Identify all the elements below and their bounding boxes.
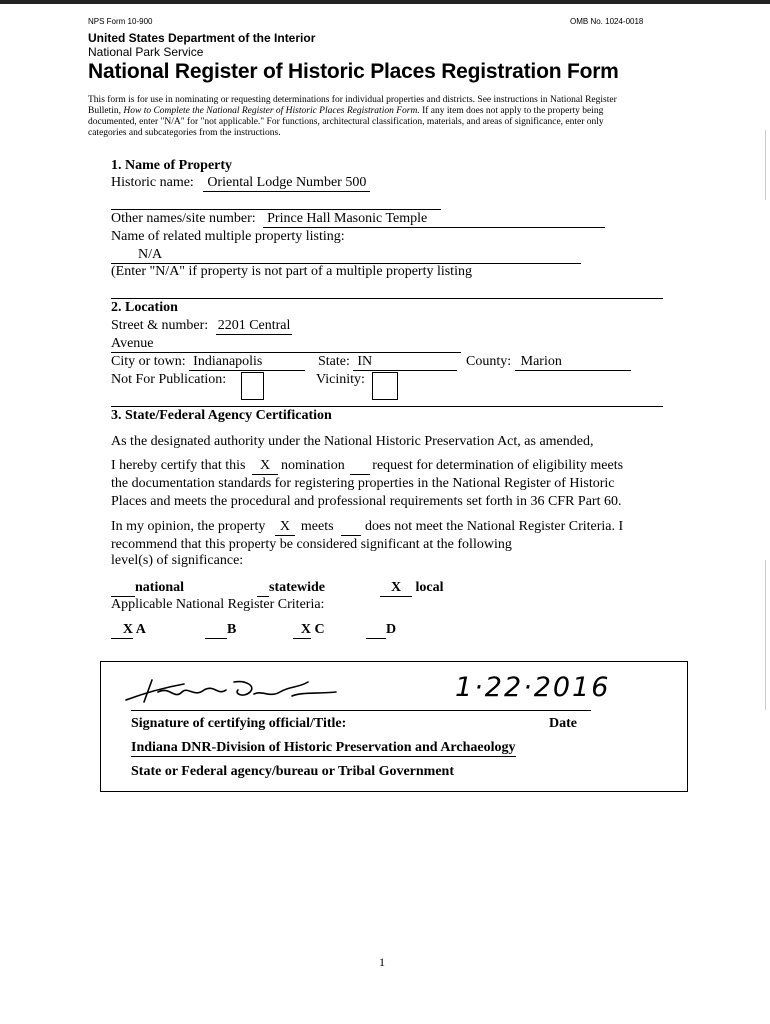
other-names-value: Prince Hall Masonic Temple: [263, 211, 605, 228]
form-number: NPS Form 10-900: [88, 17, 153, 26]
cert-line-1: As the designated authority under the National Historic Preservation Act, as amended,: [111, 434, 594, 449]
state-row: [318, 354, 457, 371]
cert-line-4: Places and meets the procedural and professional requirements set forth in 36 CFR Part 60.: [111, 494, 622, 509]
meets-mark: X: [275, 519, 295, 536]
local-label: local: [415, 580, 444, 595]
other-names-label: Other names/site number:: [111, 211, 256, 226]
handwritten-date: 1·22·2016: [455, 672, 611, 703]
county-label: County:: [466, 354, 512, 369]
criterion-b: [205, 622, 236, 639]
vicinity-checkbox[interactable]: [372, 372, 398, 400]
request-blank: [350, 458, 370, 475]
city-value: Indianapolis: [189, 354, 305, 371]
historic-name-row: [111, 175, 370, 192]
cert-line-2-end: request for determination of eligibility meets: [372, 458, 624, 473]
criterion-c-mark: X: [293, 622, 311, 639]
city-row: [111, 354, 305, 371]
scan-edge-mark: [765, 560, 766, 710]
county-value: Marion: [515, 354, 631, 371]
criterion-b-blank: [205, 622, 227, 639]
intro-paragraph: [88, 95, 678, 139]
date-label: Date: [549, 716, 577, 731]
nfp-label: Not For Publication:: [111, 372, 227, 387]
related-listing-value: N/A: [138, 247, 163, 262]
intro-bulletin-title: How to Complete the National Register of Historic Places Registration Form.: [123, 106, 420, 116]
scan-edge-mark: [765, 130, 766, 200]
vicinity-label: Vicinity:: [316, 372, 365, 387]
criterion-d-blank: [366, 622, 386, 639]
historic-name-label: Historic name:: [111, 175, 194, 190]
opinion-line-2: recommend that this property be considered significant at the following: [111, 537, 512, 552]
criterion-b-label: B: [227, 622, 237, 637]
omb-number: OMB No. 1024-0018: [570, 17, 644, 26]
intro-line-2: [88, 106, 678, 117]
meets-label: meets: [300, 519, 334, 534]
street-rule: [111, 352, 461, 353]
historic-name-rule: [111, 209, 441, 210]
level-local: [380, 580, 444, 597]
handwritten-signature: [122, 672, 342, 712]
opinion-line-1: [111, 519, 623, 536]
related-listing-label: Name of related multiple property listing:: [111, 229, 345, 244]
street-label: Street & number:: [111, 318, 209, 333]
criterion-a: [111, 622, 146, 639]
cert-line-2: [111, 458, 623, 475]
criterion-a-mark: X: [111, 622, 133, 639]
section-1-divider: [111, 298, 663, 299]
enter-na-note: (Enter "N/A" if property is not part of a multiple property listing: [111, 264, 472, 279]
section-1-heading: 1. Name of Property: [111, 158, 233, 173]
agency-name-text: Indiana DNR-Division of Historic Preservation and Archaeology: [131, 740, 516, 755]
nomination-label: nomination: [281, 458, 345, 473]
state-label: State:: [318, 354, 350, 369]
city-label: City or town:: [111, 354, 186, 369]
nomination-mark: X: [252, 458, 278, 475]
criterion-d: [366, 622, 396, 639]
statewide-label: statewide: [269, 580, 325, 595]
intro-line-2-start: Bulletin,: [88, 106, 121, 116]
level-statewide: [257, 580, 325, 597]
county-row: [466, 354, 631, 371]
agency-name: [131, 740, 516, 757]
page-number: 1: [379, 955, 385, 969]
signature-label: Signature of certifying official/Title:: [131, 716, 347, 731]
service-name: National Park Service: [88, 45, 204, 59]
historic-name-value: Oriental Lodge Number 500: [203, 175, 370, 192]
nfp-checkbox[interactable]: [241, 372, 264, 400]
intro-line-2-end: If any item does not apply to the property being: [422, 106, 604, 116]
section-2-divider: [111, 406, 663, 407]
intro-line-3: documented, enter "N/A" for "not applicable." For functions, architectural classification, materials, and areas of significance, enter only: [88, 117, 604, 127]
cert-line-3: the documentation standards for registering properties in the National Register of Historic: [111, 476, 615, 491]
page-title: National Register of Historic Places Registration Form: [88, 60, 619, 83]
local-mark: X: [380, 580, 412, 597]
section-3-heading: 3. State/Federal Agency Certification: [111, 408, 332, 423]
level-national: [111, 580, 184, 597]
cert-line-2-start: I hereby certify that this: [111, 458, 246, 473]
intro-line-1: This form is for use in nominating or requesting determinations for individual properties and districts. See instructions in National Register: [88, 95, 617, 105]
top-scan-edge: [0, 0, 770, 4]
signature-rule: [131, 710, 591, 711]
opinion-line-end: does not meet the National Register Criteria. I: [365, 519, 624, 534]
other-names-row: [111, 211, 605, 228]
criteria-label: Applicable National Register Criteria:: [111, 597, 325, 612]
street-value-continued: Avenue: [111, 336, 154, 351]
opinion-line-start: In my opinion, the property: [111, 519, 266, 534]
criterion-a-label: A: [135, 622, 146, 637]
street-value: 2201 Central: [217, 318, 291, 333]
criterion-c: [293, 622, 325, 639]
agency-label: State or Federal agency/bureau or Tribal Government: [131, 764, 455, 779]
state-value: IN: [353, 354, 457, 371]
intro-line-4: categories and subcategories from the instructions.: [88, 128, 281, 138]
national-blank: [111, 580, 135, 597]
criterion-c-label: C: [314, 622, 325, 637]
department-name: United States Department of the Interior: [88, 31, 316, 45]
statewide-blank: [257, 580, 269, 597]
section-2-heading: 2. Location: [111, 300, 178, 315]
opinion-line-3: level(s) of significance:: [111, 553, 244, 568]
criterion-d-label: D: [386, 622, 397, 637]
national-label: national: [135, 580, 185, 595]
does-not-meet-blank: [341, 519, 361, 536]
street-row: [111, 318, 292, 335]
